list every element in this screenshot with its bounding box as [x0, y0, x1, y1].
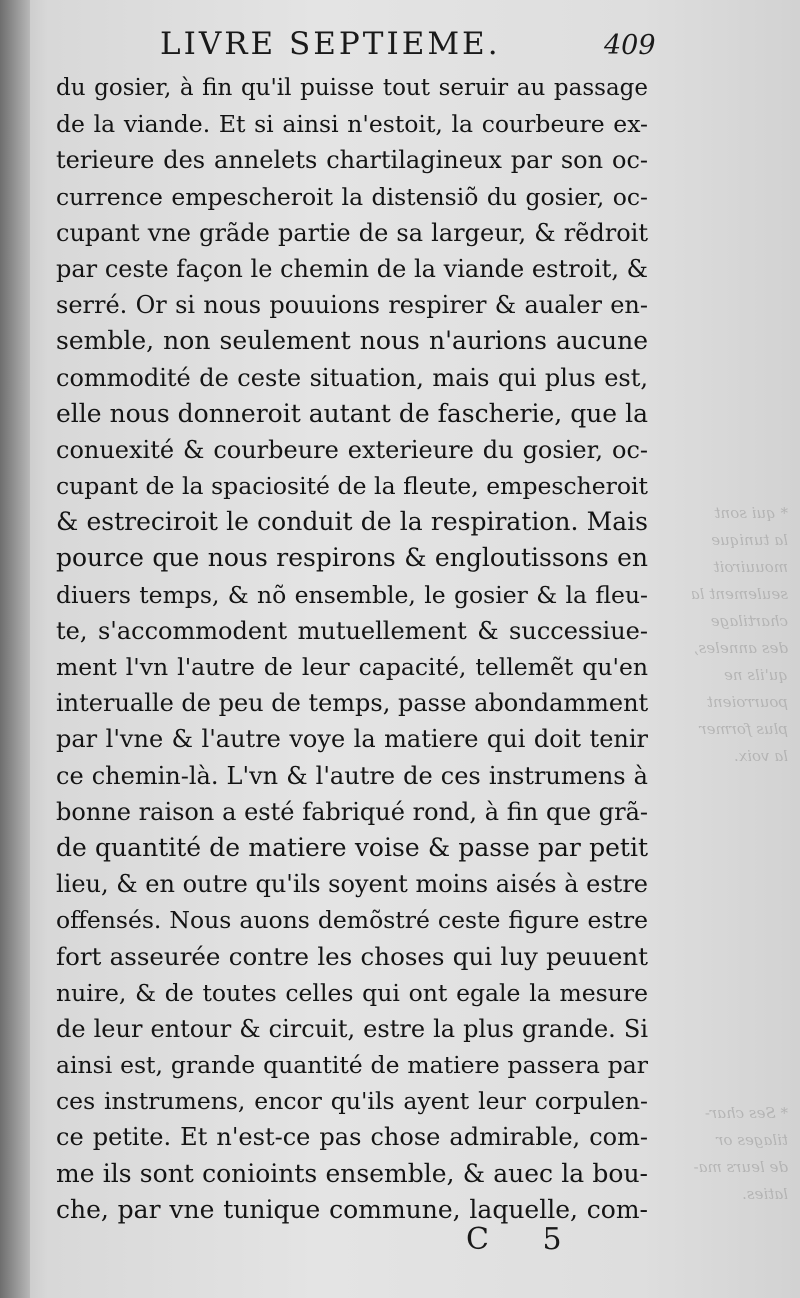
show-through-line: mouuiroit [713, 558, 788, 576]
text-line: commodité de ceste situation, mais qui plus est, [56, 363, 648, 392]
show-through-line: * qui sont [714, 504, 788, 522]
text-line: diuers temps, & nõ ensemble, le gosier & la fleu- [56, 580, 648, 609]
text-line: conuexité & courbeure exterieure du gosier, oc- [56, 435, 648, 464]
text-line: par l'vne & l'autre voye la matiere qui doit tenir [56, 725, 648, 754]
text-line: de quantité de matiere voise & passe par petit [56, 832, 648, 862]
show-through-line: * Ses char- [704, 1104, 788, 1122]
show-through-line: pourroient [706, 693, 788, 711]
text-line: bonne raison a esté fabriqué rond, à fin que grã- [56, 797, 648, 826]
text-line: nuire, & de toutes celles qui ont egale la mesure [56, 978, 648, 1007]
show-through-line: seulement la [690, 585, 788, 603]
text-line: du gosier, à fin qu'il puisse tout seruir au passage [56, 75, 648, 101]
text-line: de leur entour & circuit, estre la plus grande. Si [56, 1014, 648, 1043]
show-through-line: chartilage [710, 612, 788, 630]
page-gutter-shadow [0, 0, 30, 1298]
text-line: te, s'accommodent mutuellement & successiue- [56, 616, 648, 645]
text-line: de la viande. Et si ainsi n'estoit, la courbeure ex- [56, 110, 648, 139]
text-line: & estreciroit le conduit de la respiration. Mais [56, 507, 648, 537]
text-line: elle nous donneroit autant de fascherie, que la [56, 398, 648, 428]
show-through-margin-note-lower [668, 1100, 788, 1208]
text-line: currence empescheroit la distensiõ du gosier, oc- [56, 182, 648, 211]
text-line: terieure des annelets chartilagineux par son oc- [56, 146, 648, 175]
text-line: fort asseurée contre les choses qui luy peuuent [56, 941, 648, 971]
show-through-line: tilages or [716, 1131, 788, 1149]
show-through-line: plus former [699, 720, 788, 738]
signature-mark: C 5 [466, 1222, 584, 1257]
show-through-line: de leurs ma- [693, 1158, 788, 1176]
show-through-line: la tunique [711, 531, 788, 549]
text-line: par ceste façon le chemin de la viande estroit, & [56, 254, 648, 283]
page-number: 409 [604, 30, 656, 61]
text-line: semble, non seulement nous n'aurions aucune [56, 326, 648, 356]
show-through-line: des anneles, [693, 639, 788, 657]
text-line: lieu, & en outre qu'ils soyent moins aisés à estre [56, 870, 648, 899]
show-through-line: la voix. [733, 747, 788, 765]
text-line: offensés. Nous auons demõstré ceste figure estre [56, 906, 648, 935]
show-through-margin-note-upper [668, 500, 788, 770]
text-line: ment l'vn l'autre de leur capacité, tellemẽt qu'en [56, 653, 648, 681]
show-through-line: laties. [742, 1185, 788, 1203]
body-text-block [56, 70, 648, 1228]
text-line: serré. Or si nous pouuions respirer & aualer en- [56, 291, 648, 320]
show-through-line: qu'ils ne [724, 666, 788, 684]
text-line: cupant de la spaciosité de la fleute, empescheroit [56, 472, 648, 501]
text-line: che, par vne tunique commune, laquelle, com- [56, 1194, 648, 1224]
text-line: ainsi est, grande quantité de matiere passera par [56, 1051, 648, 1080]
text-line: ce petite. Et n'est-ce pas chose admirable, com- [56, 1123, 648, 1152]
text-line: pource que nous respirons & engloutissons en [56, 543, 648, 573]
text-line: me ils sont conioints ensemble, & auec la bou- [56, 1158, 648, 1188]
running-title: LIVRE SEPTIEME. [160, 26, 501, 62]
text-line: ce chemin-là. L'vn & l'autre de ces instrumens à [56, 761, 648, 790]
text-line: cupant vne grãde partie de sa largeur, & rẽdroit [56, 218, 648, 247]
text-line: ces instrumens, encor qu'ils ayent leur corpulen- [56, 1087, 648, 1116]
text-line: interualle de peu de temps, passe abondamment [56, 689, 649, 718]
